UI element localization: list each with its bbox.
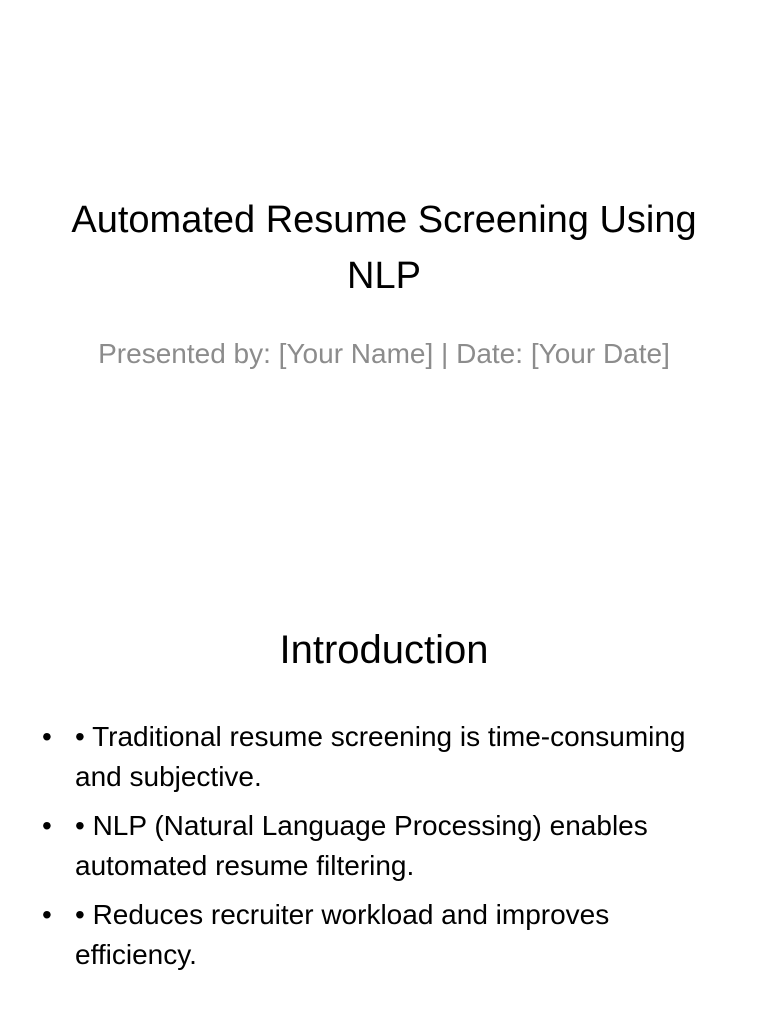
bullet-icon: •: [42, 899, 52, 930]
bullet-text: • Traditional resume screening is time-consuming and subjective.: [75, 721, 686, 792]
list-item: [42, 717, 722, 797]
bullet-text: • Reduces recruiter workload and improves efficiency.: [75, 899, 610, 970]
section-title: Introduction: [279, 628, 489, 672]
bullet-text: • NLP (Natural Language Processing) enables automated resume filtering.: [75, 810, 648, 881]
slide-title: Automated Resume Screening Using NLP: [71, 199, 697, 297]
slide-subtitle: Presented by: [Your Name] | Date: [Your Date]: [98, 338, 670, 369]
bullet-list: [42, 717, 722, 984]
list-item: [42, 806, 722, 886]
bullet-icon: •: [42, 721, 52, 752]
bullet-icon: •: [42, 810, 52, 841]
list-item: [42, 895, 722, 975]
